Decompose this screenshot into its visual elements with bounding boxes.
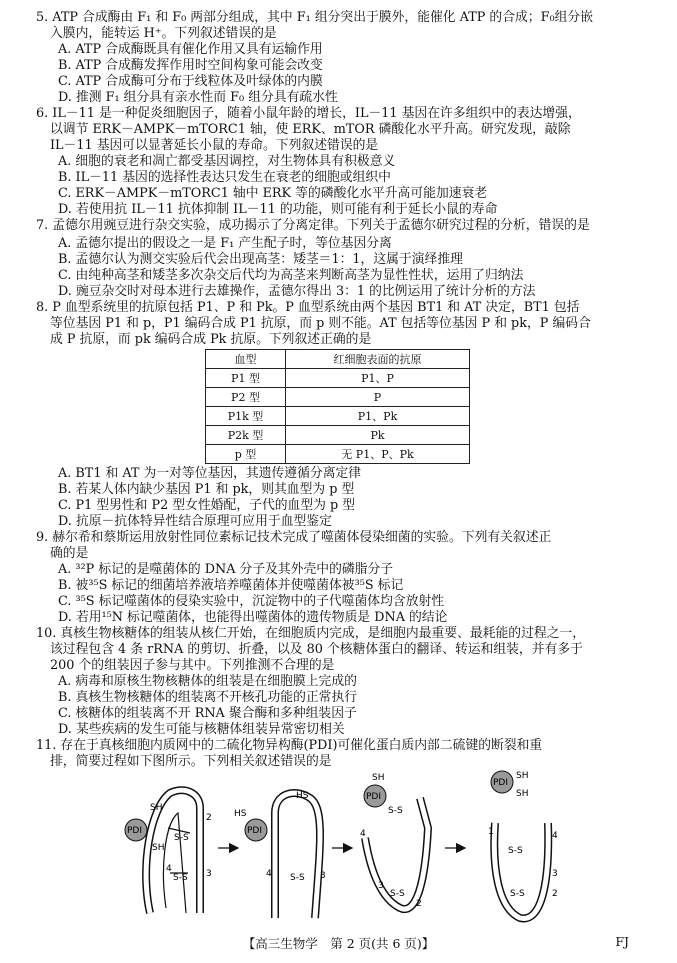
q6-stem-1: 6. IL－11 是一种促炎细胞因子，随着小鼠年龄的增长，IL－11 基因在许多组织中的表达增强， bbox=[36, 106, 581, 121]
table-cell: 无 P1、P、Pk bbox=[286, 445, 470, 464]
num-label: 2 bbox=[206, 813, 212, 823]
q5-option-a: A. ATP 合成酶既具有催化作用又具有运输作用 bbox=[58, 42, 323, 57]
q7-option-b: B. 孟德尔认为测交实验后代会出现高茎：矮茎＝1：1，这属于演绎推理 bbox=[58, 252, 463, 267]
q9-option-d: D. 若用¹⁵N 标记噬菌体，也能得出噬菌体的遗传物质是 DNA 的结论 bbox=[58, 610, 448, 625]
q5-stem-1: 5. ATP 合成酶由 F₁ 和 F₀ 两部分组成，其中 F₁ 组分突出于膜外，能催化 ATP 的合成；F₀组分嵌 bbox=[36, 10, 594, 25]
q6-option-c: C. ERK－AMPK－mTORC1 轴中 ERK 等的磷酸化水平升高可能加速衰老 bbox=[58, 186, 488, 201]
ss-label: S-S bbox=[290, 873, 305, 883]
blood-type-table bbox=[205, 349, 470, 464]
q5-stem-2: 入膜内，能转运 H⁺。下列叙述错误的是 bbox=[50, 26, 277, 41]
table-cell: P2 型 bbox=[206, 388, 286, 407]
sh-label: SH bbox=[150, 803, 163, 813]
q8-option-c: C. P1 型男性和 P2 型女性婚配，子代的血型为 p 型 bbox=[58, 498, 356, 513]
ss-label: S-S bbox=[508, 846, 523, 856]
q7-option-c: C. 由纯种高茎和矮茎多次杂交后代均为高茎来判断高茎为显性性状，运用了归纳法 bbox=[58, 268, 524, 283]
table-cell: P1、Pk bbox=[286, 407, 470, 426]
q10-option-c: C. 核糖体的组装离不开 RNA 聚合酶和多种组装因子 bbox=[58, 706, 357, 721]
q11-stem-1: 11. 存在于真核细胞内质网中的二硫化物异构酶(PDI)可催化蛋白质内部二硫键的断裂和重 bbox=[36, 738, 543, 753]
table-cell: P1k 型 bbox=[206, 407, 286, 426]
sh-label: SH bbox=[516, 789, 529, 799]
pdi-process-diagram bbox=[110, 768, 580, 928]
table-row bbox=[206, 388, 470, 407]
table-cell: P1、P bbox=[286, 369, 470, 388]
page-footer-title: 【高三生物学 第 2 页(共 6 页)】 bbox=[242, 936, 435, 951]
table-cell: P2k 型 bbox=[206, 426, 286, 445]
table-cell: P bbox=[286, 388, 470, 407]
ss-label: S-S bbox=[510, 889, 525, 899]
num-label: 4 bbox=[360, 829, 366, 839]
num-label: 2 bbox=[552, 889, 558, 899]
q5-option-d: D. 推测 F₁ 组分具有亲水性而 F₀ 组分具有疏水性 bbox=[58, 90, 338, 105]
q8-stem-3: 成 P 抗原，而 pk 编码合成 Pk 抗原。下列叙述正确的是 bbox=[50, 332, 372, 347]
ss-label: S-S bbox=[390, 889, 405, 899]
num-label: 4 bbox=[166, 864, 172, 874]
pdi-label: PDI bbox=[127, 826, 143, 836]
q10-stem-1: 10. 真核生物核糖体的组装从核仁开始，在细胞质内完成，是细胞内最重要、最耗能的过程之一， bbox=[36, 626, 586, 641]
table-header-cell: 红细胞表面的抗原 bbox=[286, 350, 470, 369]
q9-stem-1: 9. 赫尔希和蔡斯运用放射性同位素标记技术完成了噬菌体侵染细菌的实验。下列有关叙述正 bbox=[36, 530, 552, 545]
pdi-label: PDI bbox=[247, 826, 263, 836]
num-label: 3 bbox=[206, 869, 212, 879]
num-label: 2 bbox=[416, 899, 422, 909]
q8-option-d: D. 抗原－抗体特异性结合原理可应用于血型鉴定 bbox=[58, 514, 332, 529]
num-label: 4 bbox=[266, 869, 272, 879]
q9-option-b: B. 被³⁵S 标记的细菌培养液培养噬菌体并使噬菌体被³⁵S 标记 bbox=[58, 578, 404, 593]
q10-option-b: B. 真核生物核糖体的组装离不开核孔功能的正常执行 bbox=[58, 690, 358, 705]
q8-stem-1: 8. P 血型系统里的抗原包括 P1、P 和 Pk。P 血型系统由两个基因 BT1 和 AT 决定，BT1 包括 bbox=[36, 300, 580, 315]
q10-stem-2: 该过程包含 4 条 rRNA 的剪切、折叠，以及 80 个核糖体蛋白的翻译、转运和组装，并有多于 bbox=[50, 642, 583, 657]
q10-stem-3: 200 个的组装因子参与其中。下列推测不合理的是 bbox=[50, 658, 335, 673]
num-label: 3 bbox=[378, 881, 384, 891]
q8-option-b: B. 若某人体内缺少基因 P1 和 pk，则其血型为 p 型 bbox=[58, 482, 355, 497]
q9-option-c: C. ³⁵S 标记噬菌体的侵染实验中，沉淀物中的子代噬菌体均含放射性 bbox=[58, 594, 445, 609]
q9-option-a: A. ³²P 标记的是噬菌体的 DNA 分子及其外壳中的磷脂分子 bbox=[58, 562, 394, 577]
q11-stem-2: 排，简要过程如下图所示。下列相关叙述错误的是 bbox=[50, 754, 332, 769]
table-cell: p 型 bbox=[206, 445, 286, 464]
table-row bbox=[206, 369, 470, 388]
table-header-row bbox=[206, 350, 470, 369]
table-row bbox=[206, 426, 470, 445]
table-row bbox=[206, 445, 470, 464]
hs-label: HS bbox=[296, 791, 309, 801]
table-row bbox=[206, 407, 470, 426]
q7-stem: 7. 孟德尔用豌豆进行杂交实验，成功揭示了分离定律。下列关于孟德尔研究过程的分析，错误的是 bbox=[36, 218, 590, 233]
q6-option-d: D. 若使用抗 IL－11 抗体抑制 IL－11 的功能，则可能有利于延长小鼠的寿命 bbox=[58, 202, 498, 217]
q7-option-a: A. 孟德尔提出的假设之一是 F₁ 产生配子时，等位基因分离 bbox=[58, 236, 392, 251]
table-cell: P1 型 bbox=[206, 369, 286, 388]
stage-4-protein bbox=[494, 823, 548, 918]
num-label: 1 bbox=[488, 827, 494, 837]
q6-option-b: B. IL－11 基因的选择性表达只发生在衰老的细胞或组织中 bbox=[58, 170, 391, 185]
stage-2-protein bbox=[275, 793, 320, 918]
ss-label: S-S bbox=[174, 833, 189, 843]
sh-label: SH bbox=[152, 843, 165, 853]
pdi-label: PDI bbox=[366, 792, 382, 802]
hs-label: HS bbox=[234, 809, 247, 819]
num-label: 4 bbox=[552, 831, 558, 841]
q10-option-d: D. 某些疾病的发生可能与核糖体组装异常密切相关 bbox=[58, 722, 345, 737]
sh-label: SH bbox=[516, 771, 529, 781]
q5-option-c: C. ATP 合成酶可分布于线粒体及叶绿体的内膜 bbox=[58, 74, 323, 89]
q6-option-a: A. 细胞的衰老和凋亡都受基因调控，对生物体具有积极意义 bbox=[58, 154, 396, 169]
q6-stem-3: IL－11 基因可以显著延长小鼠的寿命。下列叙述错误的是 bbox=[50, 138, 379, 153]
ss-label: S-S bbox=[173, 873, 188, 883]
ss-label: S-S bbox=[388, 806, 403, 816]
pdi-label: PDI bbox=[493, 778, 509, 788]
q5-option-b: B. ATP 合成酶发挥作用时空间构象可能会改变 bbox=[58, 58, 323, 73]
q6-stem-2: 以调节 ERK－AMPK－mTORC1 轴，使 ERK、mTOR 磷酸化水平升高。研究发现，敲除 bbox=[50, 122, 571, 137]
q10-option-a: A. 病毒和原核生物核糖体的组装是在细胞膜上完成的 bbox=[58, 674, 357, 689]
q9-stem-2: 确的是 bbox=[50, 546, 89, 561]
table-header-cell: 血型 bbox=[206, 350, 286, 369]
q8-stem-2: 等位基因 P1 和 p，P1 编码合成 P1 抗原，而 p 则不能。AT 包括等位基因 P 和 pk，P 编码合 bbox=[50, 316, 591, 331]
q7-option-d: D. 豌豆杂交时对母本进行去雄操作，孟德尔得出 3：1 的比例运用了统计分析的方法 bbox=[58, 284, 536, 299]
sh-label: SH bbox=[372, 773, 385, 783]
q8-option-a: A. BT1 和 AT 为一对等位基因，其遗传遵循分离定律 bbox=[58, 466, 362, 481]
table-cell: Pk bbox=[286, 426, 470, 445]
num-label: 3 bbox=[552, 869, 558, 879]
page-footer-code: FJ bbox=[615, 934, 629, 949]
num-label: 3 bbox=[320, 871, 326, 881]
